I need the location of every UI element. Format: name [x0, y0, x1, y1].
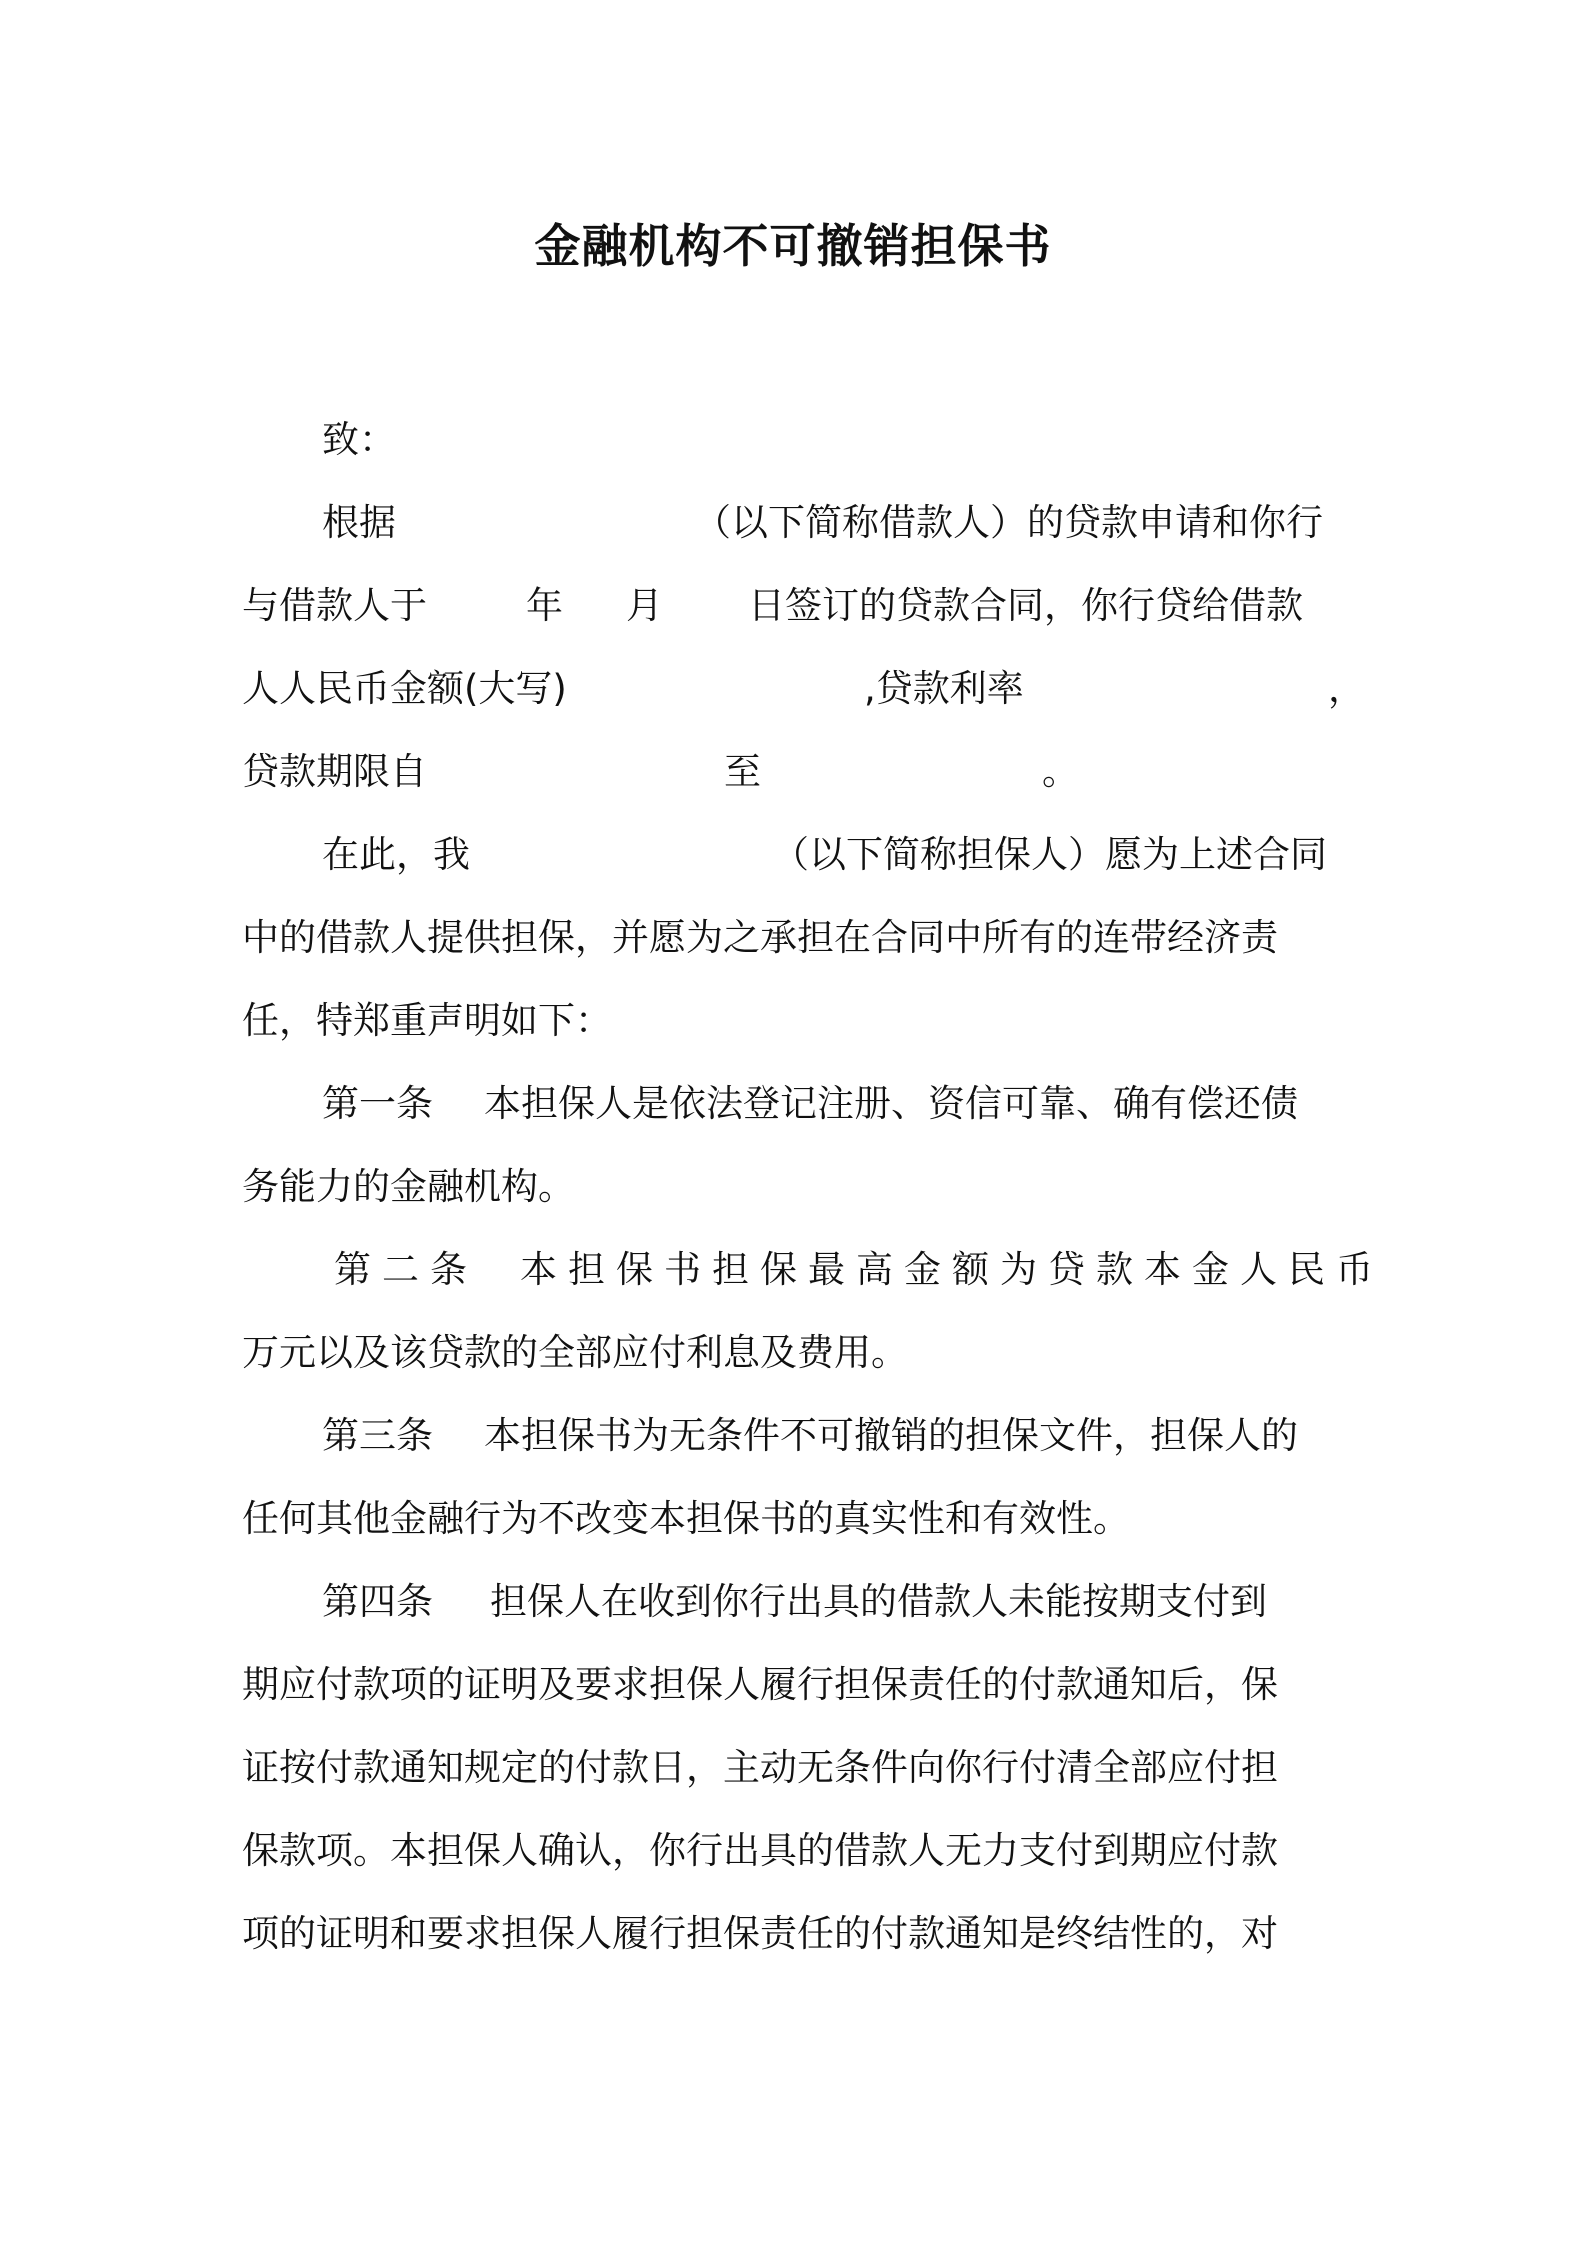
document-title: 金融机构不可撤销担保书 [534, 219, 1052, 273]
addressee-line [322, 398, 396, 481]
para1-text-i: 至 [724, 750, 761, 793]
para1-line3 [242, 647, 1365, 730]
para1-text-g: ， [1328, 667, 1365, 710]
para2-line2: 中的借款人提供担保，并愿为之承担在合同中所有的连带经济责 [242, 916, 1278, 959]
article3-line1 [242, 1394, 1352, 1477]
article2-label: 第二条 [334, 1248, 478, 1291]
para1-text-j: 。 [1042, 750, 1079, 793]
article2-line1 [242, 1228, 1384, 1311]
para2-line1 [242, 813, 1352, 896]
para1-text-c: 与借款人于 [242, 584, 427, 627]
article4-line3: 证按付款通知规定的付款日，主动无条件向你行付清全部应付担 [242, 1746, 1278, 1789]
article4-line5: 项的证明和要求担保人履行担保责任的付款通知是终结性的，对 [242, 1912, 1278, 1955]
article1-label: 第一条 [322, 1082, 433, 1125]
article3-text-1: 本担保书为无条件不可撤销的担保文件，担保人的 [484, 1414, 1298, 1457]
para1-text-a: 根据 [322, 501, 396, 544]
para2-line3: 任，特郑重声明如下： [242, 999, 612, 1042]
article3-label: 第三条 [322, 1414, 433, 1457]
para1-text-e: 人人民币金额(大写) [242, 667, 567, 710]
para1-text-h: 贷款期限自 [242, 750, 427, 793]
article4-label: 第四条 [322, 1580, 433, 1623]
para1-year: 年 [526, 584, 563, 627]
article4-text-1: 担保人在收到你行出具的借款人未能按期支付到 [490, 1580, 1267, 1623]
para1-month: 月 [626, 584, 663, 627]
para1-text-d: 日签订的贷款合同，你行贷给借款 [748, 584, 1303, 627]
para2-text-b: （以下简称担保人）愿为上述合同 [772, 833, 1327, 876]
article3-line2: 任何其他金融行为不改变本担保书的真实性和有效性。 [242, 1497, 1130, 1540]
article4-line1 [242, 1560, 1352, 1643]
para2-text-a: 在此，我 [322, 833, 470, 876]
article1-line2: 务能力的金融机构。 [242, 1165, 575, 1208]
article2-line2: 万元以及该贷款的全部应付利息及费用。 [242, 1331, 908, 1374]
article1-line1 [242, 1062, 1352, 1145]
para1-line2 [242, 564, 1352, 647]
to-label: 致： [322, 418, 396, 461]
para1-line1 [242, 481, 1352, 564]
article4-line2: 期应付款项的证明及要求担保人履行担保责任的付款通知后，保 [242, 1663, 1278, 1706]
para1-line4 [242, 730, 1352, 813]
article1-text-1: 本担保人是依法登记注册、资信可靠、确有偿还债 [484, 1082, 1298, 1125]
article4-line4: 保款项。本担保人确认，你行出具的借款人无力支付到期应付款 [242, 1829, 1278, 1872]
article2-text-1: 本担保书担保最高金额为贷款本金人民币 [520, 1248, 1384, 1291]
para1-text-f: ,贷款利率 [864, 667, 1024, 710]
para1-text-b: （以下简称借款人）的贷款申请和你行 [694, 501, 1323, 544]
